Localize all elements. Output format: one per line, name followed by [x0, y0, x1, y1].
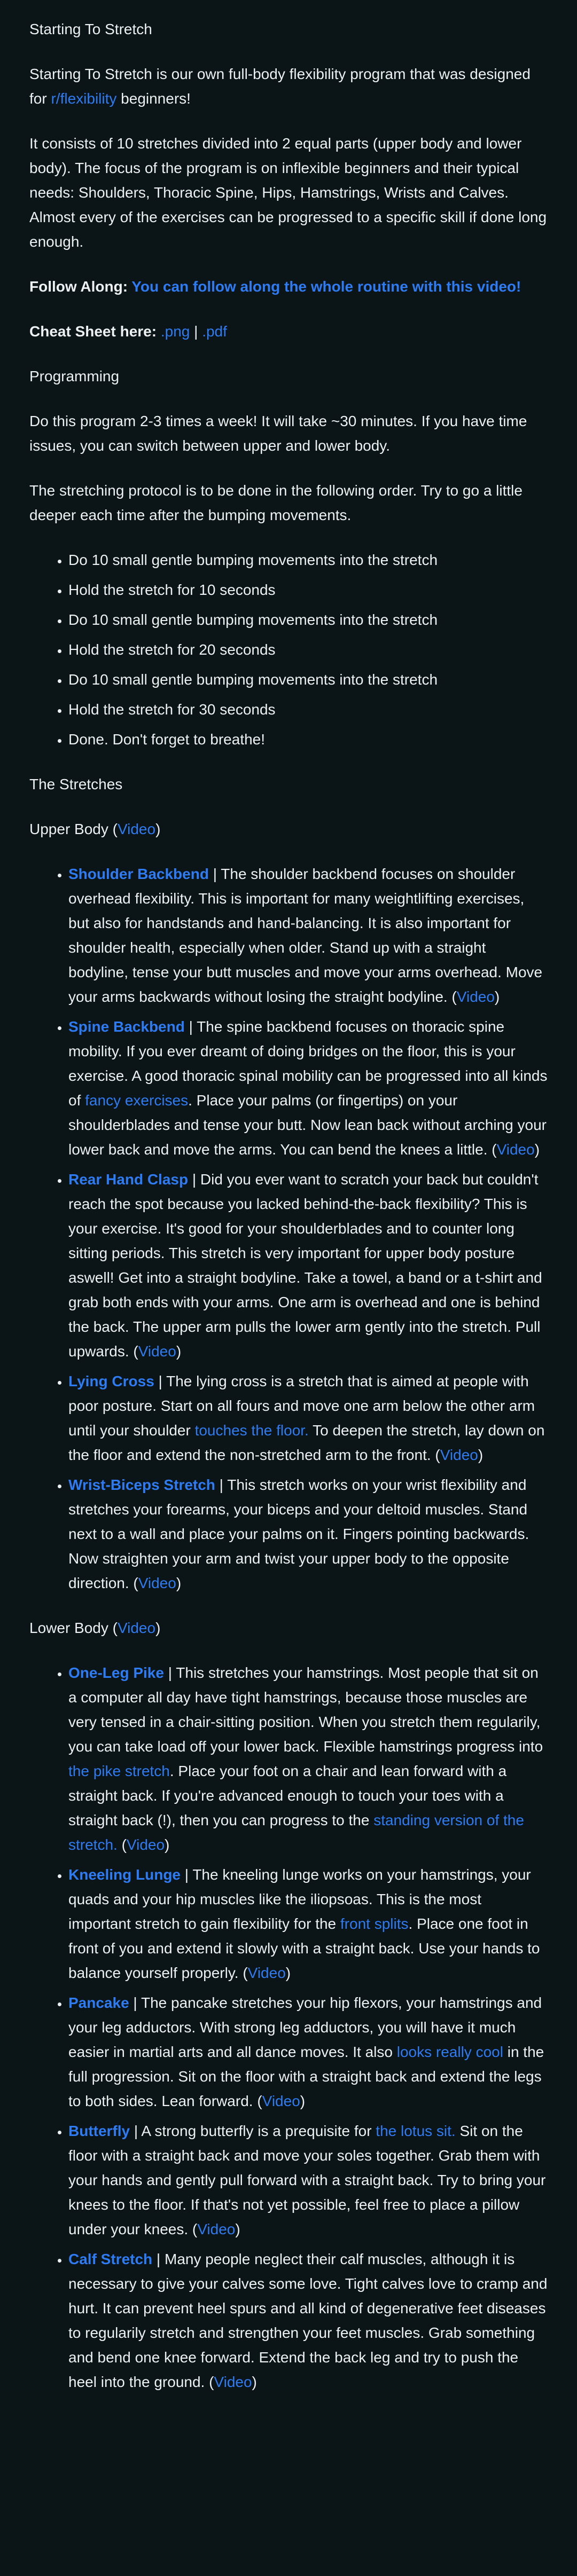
protocol-item: • Hold the stretch for 20 seconds — [68, 638, 548, 662]
cheat-sheet-png-link[interactable]: .png — [160, 323, 190, 340]
protocol-item: • Done. Don't forget to breathe! — [68, 727, 548, 752]
video-link[interactable]: Video — [440, 1447, 478, 1463]
close-paren: ) — [300, 2093, 306, 2109]
protocol-item: • Do 10 small gentle bumping movements into the stretch — [68, 608, 548, 632]
flexibility-subreddit-link[interactable]: r/flexibility — [51, 90, 117, 107]
stretch-item-rear-hand-clasp — [68, 1167, 548, 1364]
video-link[interactable]: Video — [214, 2374, 252, 2390]
stretch-description: | This stretches your hamstrings. Most people that sit on a computer all day have tight hamstrings, because those muscles are very tensed in a chair-sitting position. When you stretch them regularily, you can take load off your lower back. Flexible hamstrings progress into — [68, 1664, 543, 1755]
close-paren: ) — [176, 1575, 182, 1591]
stretch-item-kneeling-lunge — [68, 1863, 548, 1985]
follow-along-paragraph — [29, 274, 548, 299]
video-link[interactable]: Video — [496, 1141, 535, 1158]
video-link[interactable]: Video — [126, 1836, 165, 1853]
lotus-sit-link[interactable]: the lotus sit. — [376, 2123, 456, 2139]
video-link[interactable]: Video — [456, 988, 495, 1005]
stretch-description: Sit on the floor with a straight back and move your soles together. Grab them with your hands and gently pull forward with a straight back. Try to bring your knees to the floor. If that's not yet possible, feel free to place a pillow under your knees. ( — [68, 2123, 546, 2237]
lower-body-video-link[interactable]: Video — [117, 1620, 156, 1636]
video-link[interactable]: Video — [138, 1343, 176, 1360]
calf-stretch-link[interactable]: Calf Stretch — [68, 2251, 153, 2267]
lower-body-heading — [29, 1616, 548, 1640]
kneeling-lunge-link[interactable]: Kneeling Lunge — [68, 1866, 181, 1883]
stretch-item-spine-backbend — [68, 1015, 548, 1162]
stretch-description: | The lying cross is a stretch that is aimed at people with poor posture. Start on all fours and move one arm below the other arm until your shoulder — [68, 1373, 535, 1439]
wrist-biceps-stretch-link[interactable]: Wrist-Biceps Stretch — [68, 1477, 215, 1493]
stretch-item-pancake — [68, 1991, 548, 2114]
close-paren: ) — [478, 1447, 484, 1463]
cheat-sheet-separator: | — [190, 323, 202, 340]
spine-backbend-link[interactable]: Spine Backbend — [68, 1018, 185, 1035]
front-splits-link[interactable]: front splits — [340, 1915, 409, 1932]
touches-the-floor-link[interactable]: touches the floor. — [194, 1422, 309, 1439]
close-paren: ) — [252, 2374, 257, 2390]
video-link[interactable]: Video — [138, 1575, 176, 1591]
close-paren: ) — [176, 1343, 182, 1360]
stretch-item-calf-stretch — [68, 2247, 548, 2394]
protocol-item: • Hold the stretch for 10 seconds — [68, 578, 548, 602]
one-leg-pike-link[interactable]: One-Leg Pike — [68, 1664, 164, 1681]
standing-version-link[interactable]: standing version of the stretch. — [68, 1812, 524, 1853]
stretch-description: . Place your foot on a chair and lean forward with a straight back. If you're advanced enough to touch your toes with a straight back (!), then you can progress to the — [68, 1763, 507, 1828]
page-title: Starting To Stretch — [29, 21, 152, 37]
stretch-description: | The kneeling lunge works on your hamstrings, your quads and your hip muscles like the iliopsoas. This is the most important stretch to gain flexibility for the — [68, 1866, 531, 1932]
close-paren: ) — [285, 1965, 291, 1981]
stretch-description: | The shoulder backbend focuses on shoulder overhead flexibility. This is important for many weightlifting exercises, but also for handstands and hand-balancing. It is also important for shoulder health, especially when older. Stand up with a straight bodyline, tense your butt muscles and move your arms overhead. Move your arms backwards without losing the straight bodyline. ( — [68, 866, 543, 1005]
pike-stretch-link[interactable]: the pike stretch — [68, 1763, 170, 1779]
stretch-description: ( — [117, 1836, 127, 1853]
upper-body-heading — [29, 817, 548, 842]
upper-body-video-link[interactable]: Video — [117, 821, 156, 837]
cheat-sheet-paragraph — [29, 319, 548, 344]
close-paren: ) — [165, 1836, 170, 1853]
cheat-sheet-pdf-link[interactable]: .pdf — [202, 323, 227, 340]
stretch-description: | The spine backbend focuses on thoracic spine mobility. If you ever dreamt of doing bridges on the floor, this is your exercise. A good thoracic spinal mobility can be progressed into all kinds of — [68, 1018, 548, 1109]
close-paren: ) — [534, 1141, 540, 1158]
protocol-list — [29, 548, 548, 752]
pancake-link[interactable]: Pancake — [68, 1994, 129, 2011]
programming-protocol-paragraph: The stretching protocol is to be done in the following order. Try to go a little deeper each time after the bumping movements. — [29, 482, 523, 523]
lying-cross-link[interactable]: Lying Cross — [68, 1373, 154, 1389]
programming-frequency-paragraph: Do this program 2-3 times a week! It will take ~30 minutes. If you have time issues, you can switch between upper and lower body. — [29, 413, 527, 454]
stretch-description: | This stretch works on your wrist flexibility and stretches your forearms, your biceps and your deltoid muscles. Stand next to a wall and place your palms on it. Fingers pointing backwards. Now straighten your arm and twist your upper body to the opposite direction. ( — [68, 1477, 529, 1591]
intro-text-before: Starting To Stretch is our own full-body flexibility program that was designed for — [29, 66, 531, 107]
fancy-exercises-link[interactable]: fancy exercises — [85, 1092, 189, 1109]
lower-body-stretch-list — [29, 1661, 548, 2394]
cheat-sheet-label: Cheat Sheet here: — [29, 323, 161, 340]
stretch-item-lying-cross — [68, 1369, 548, 1467]
follow-along-video-link[interactable]: You can follow along the whole routine with this video! — [131, 278, 521, 295]
stretch-description: in the full progression. Sit on the floor with a straight back and extend the legs to both sides. Lean forward. ( — [68, 2044, 544, 2109]
stretch-description: | Did you ever want to scratch your back but couldn't reach the spot because you lacked behind-the-back flexibility? This is your exercise. It's good for your shoulderblades and to counter long sitting periods. This stretch is very important for upper body posture aswell! Get into a straight bodyline. Take a towel, a band or a t-shirt and grab both ends with your arms. One arm is overhead and one is behind the back. The upper arm pulls the lower arm gently into the stretch. Pull upwards. ( — [68, 1171, 542, 1360]
close-paren: ) — [494, 988, 500, 1005]
stretch-description: . Place one foot in front of you and extend it slowly with a straight back. Use your hands to balance yourself properly. ( — [68, 1915, 540, 1981]
lower-body-close-paren: ) — [155, 1620, 161, 1636]
video-link[interactable]: Video — [197, 2221, 236, 2237]
programming-heading: Programming — [29, 368, 120, 384]
looks-really-cool-link[interactable]: looks really cool — [396, 2044, 503, 2060]
stretch-description: | A strong butterfly is a prequisite for — [130, 2123, 376, 2139]
upper-body-label: Upper Body ( — [29, 821, 118, 837]
protocol-item: • Do 10 small gentle bumping movements into the stretch — [68, 548, 548, 572]
video-link[interactable]: Video — [247, 1965, 286, 1981]
follow-along-label: Follow Along: — [29, 278, 132, 295]
protocol-item: • Hold the stretch for 30 seconds — [68, 697, 548, 722]
overview-paragraph: It consists of 10 stretches divided into 2 equal parts (upper body and lower body). The focus of the program is on inflexible beginners and their typical needs: Shoulders, Thoracic Spine, Hips, Hamstrings, Wrists and Calves. Almost every of the exercises can be progressed to a specific skill if done long enough. — [29, 135, 547, 250]
stretches-heading: The Stretches — [29, 776, 123, 792]
stretch-item-shoulder-backbend — [68, 862, 548, 1009]
upper-body-stretch-list — [29, 862, 548, 1596]
stretch-description: To deepen the stretch, lay down on the floor and extend the non-stretched arm to the front. ( — [68, 1422, 545, 1463]
butterfly-link[interactable]: Butterfly — [68, 2123, 130, 2139]
shoulder-backbend-link[interactable]: Shoulder Backbend — [68, 866, 209, 882]
stretch-item-butterfly — [68, 2119, 548, 2242]
close-paren: ) — [235, 2221, 240, 2237]
stretch-item-wrist-biceps-stretch — [68, 1473, 548, 1596]
stretch-item-one-leg-pike — [68, 1661, 548, 1857]
lower-body-label: Lower Body ( — [29, 1620, 118, 1636]
video-link[interactable]: Video — [262, 2093, 300, 2109]
stretch-description: | The pancake stretches your hip flexors, your hamstrings and your leg adductors. With strong leg adductors, you will have it much easier in martial arts and all dance moves. It also — [68, 1994, 542, 2060]
stretch-description: . Place your palms (or fingertips) on your shoulderblades and tense your butt. Now lean back without arching your lower back and move the arms. You can bend the knees a little. ( — [68, 1092, 547, 1158]
stretch-description: | Many people neglect their calf muscles, although it is necessary to give your calves some love. Tight calves love to cramp and hurt. It can prevent heel spurs and all kind of degenerative feet diseases to regularily stretch and strengthen your feet muscles. Grab something and bend one knee forward. Extend the back leg and try to push the heel into the ground. ( — [68, 2251, 548, 2390]
protocol-item: • Do 10 small gentle bumping movements into the stretch — [68, 667, 548, 692]
intro-paragraph — [29, 62, 548, 111]
upper-body-close-paren: ) — [155, 821, 161, 837]
rear-hand-clasp-link[interactable]: Rear Hand Clasp — [68, 1171, 189, 1188]
intro-text-after: beginners! — [116, 90, 191, 107]
